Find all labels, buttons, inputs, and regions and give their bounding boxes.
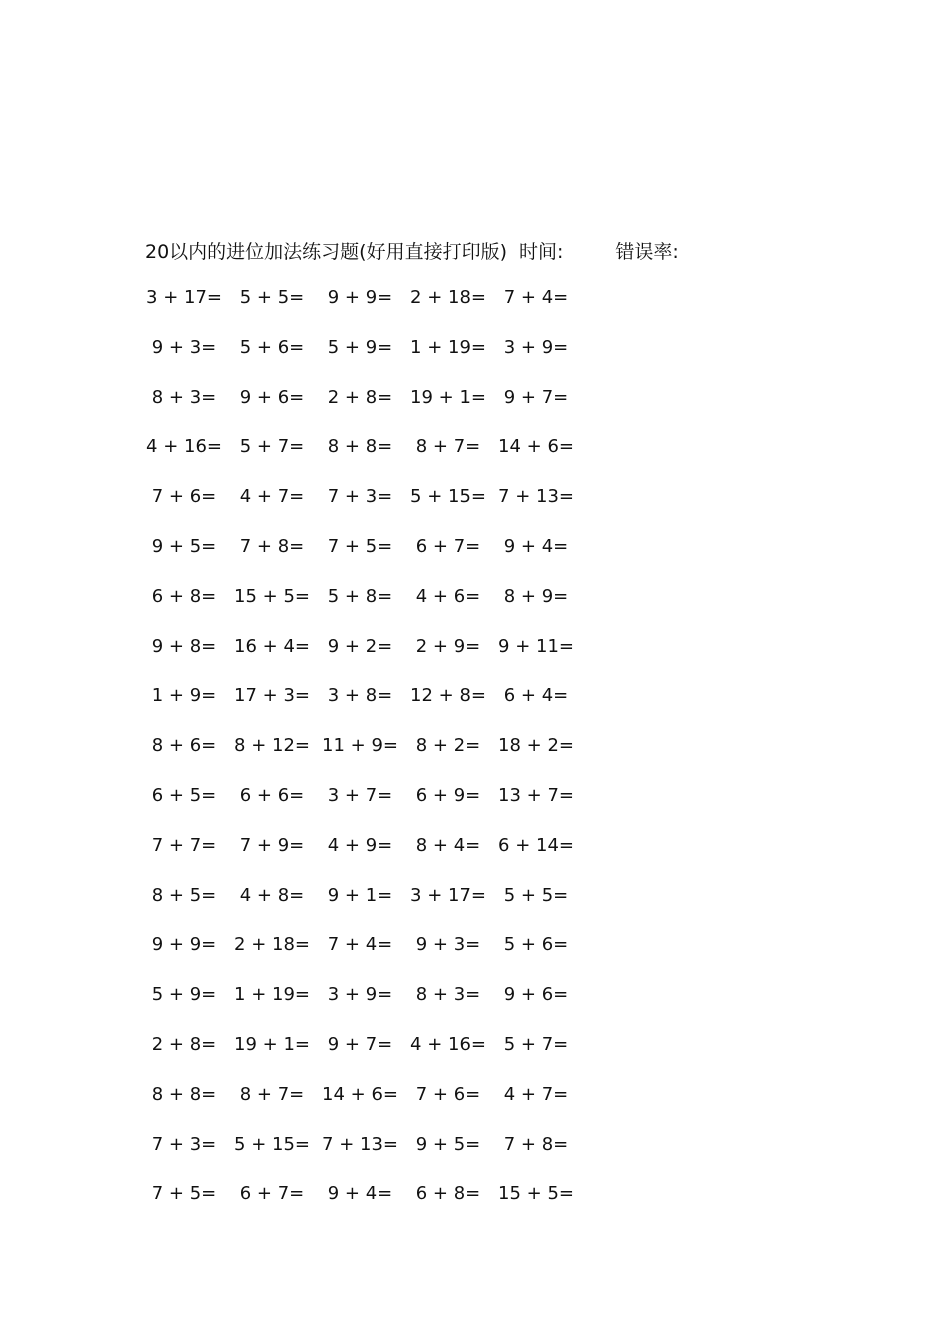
addition-problem: 9 + 7=: [327, 1033, 393, 1055]
addition-problem: 9 + 2=: [327, 635, 393, 657]
addition-problem: 7 + 13=: [322, 1133, 398, 1155]
addition-problem: 9 + 4=: [327, 1183, 393, 1205]
addition-problem: 7 + 9=: [239, 834, 305, 856]
addition-problem: 7 + 5=: [327, 535, 393, 557]
problem-row: [140, 286, 600, 336]
problem-row: [140, 585, 600, 635]
addition-problem: 18 + 2=: [498, 735, 574, 757]
addition-problem: 8 + 6=: [151, 735, 217, 757]
addition-problem: 3 + 8=: [327, 685, 393, 707]
addition-problem: 9 + 3=: [151, 336, 217, 358]
addition-problem: 7 + 3=: [327, 486, 393, 508]
problem-row: [140, 1182, 600, 1232]
addition-problem: 3 + 17=: [146, 287, 222, 308]
problem-row: [140, 635, 600, 685]
addition-problem: 1 + 19=: [410, 336, 486, 358]
addition-problem: 5 + 15=: [410, 486, 486, 508]
addition-problem: 17 + 3=: [234, 685, 310, 707]
addition-problem: 8 + 5=: [151, 884, 217, 906]
addition-problem: 11 + 9=: [322, 735, 398, 757]
addition-problem: 9 + 5=: [415, 1133, 481, 1155]
addition-problem: 7 + 6=: [151, 486, 217, 508]
time-label: 时间:: [519, 240, 564, 263]
addition-problem: 5 + 8=: [327, 585, 393, 607]
addition-problem: 7 + 4=: [327, 934, 393, 956]
addition-problem: 7 + 4=: [503, 287, 569, 308]
addition-problem: 6 + 14=: [498, 834, 574, 856]
addition-problem: 4 + 16=: [410, 1033, 486, 1055]
addition-problem: 1 + 9=: [151, 685, 217, 707]
problem-row: [140, 485, 600, 535]
addition-problem: 2 + 18=: [234, 934, 310, 956]
addition-problem: 2 + 8=: [151, 1033, 217, 1055]
addition-problem: 19 + 1=: [234, 1033, 310, 1055]
addition-problem: 8 + 4=: [415, 834, 481, 856]
addition-problem: 19 + 1=: [410, 386, 486, 408]
addition-problem: 14 + 6=: [322, 1083, 398, 1105]
addition-problem: 8 + 8=: [151, 1083, 217, 1105]
worksheet-title: 20以内的进位加法练习题(好用直接打印版): [145, 240, 508, 263]
addition-problem: 4 + 7=: [239, 486, 305, 508]
error-rate-label: 错误率:: [615, 240, 679, 263]
addition-problem: 7 + 13=: [498, 486, 574, 508]
addition-problem: 8 + 9=: [503, 585, 569, 607]
addition-problem: 6 + 4=: [503, 685, 569, 707]
addition-problem: 9 + 7=: [503, 386, 569, 408]
addition-problem: 8 + 2=: [415, 735, 481, 757]
addition-problem: 3 + 7=: [327, 784, 393, 806]
problem-row: [140, 535, 600, 585]
addition-problem: 13 + 7=: [498, 784, 574, 806]
addition-problem: 6 + 8=: [151, 585, 217, 607]
addition-problem: 2 + 9=: [415, 635, 481, 657]
problem-row: [140, 336, 600, 386]
addition-problem: 5 + 6=: [239, 336, 305, 358]
problem-row: [140, 435, 600, 485]
addition-problem: 12 + 8=: [410, 685, 486, 707]
addition-problem: 9 + 5=: [151, 535, 217, 557]
addition-problem: 9 + 6=: [503, 984, 569, 1006]
addition-problem: 9 + 9=: [327, 287, 393, 308]
addition-problem: 5 + 9=: [151, 984, 217, 1006]
addition-problem: 9 + 3=: [415, 934, 481, 956]
addition-problem: 16 + 4=: [234, 635, 310, 657]
addition-problem: 5 + 5=: [503, 884, 569, 906]
addition-problem: 7 + 7=: [151, 834, 217, 856]
problem-row: [140, 834, 600, 884]
addition-problem: 5 + 7=: [239, 436, 305, 458]
addition-problem: 8 + 8=: [327, 436, 393, 458]
addition-problem: 5 + 6=: [503, 934, 569, 956]
addition-problem: 4 + 9=: [327, 834, 393, 856]
addition-problem: 9 + 9=: [151, 934, 217, 956]
addition-problem: 6 + 6=: [239, 784, 305, 806]
addition-problem: 15 + 5=: [234, 585, 310, 607]
addition-problem: 9 + 1=: [327, 884, 393, 906]
addition-problem: 4 + 7=: [503, 1083, 569, 1105]
addition-problem: 5 + 15=: [234, 1133, 310, 1155]
addition-problem: 9 + 8=: [151, 635, 217, 657]
addition-problem: 15 + 5=: [498, 1183, 574, 1205]
addition-problem: 6 + 7=: [415, 535, 481, 557]
addition-problem: 6 + 8=: [415, 1183, 481, 1205]
worksheet-header: [145, 236, 679, 264]
addition-problem: 5 + 5=: [239, 287, 305, 308]
addition-problem: 7 + 5=: [151, 1183, 217, 1205]
addition-problem: 7 + 6=: [415, 1083, 481, 1105]
addition-problem: 7 + 3=: [151, 1133, 217, 1155]
addition-problem: 1 + 19=: [234, 984, 310, 1006]
addition-problem: 6 + 7=: [239, 1183, 305, 1205]
addition-problem: 7 + 8=: [503, 1133, 569, 1155]
addition-problem: 8 + 3=: [151, 386, 217, 408]
problem-row: [140, 884, 600, 934]
addition-problem: 5 + 7=: [503, 1033, 569, 1055]
problem-row: [140, 933, 600, 983]
addition-problem: 4 + 6=: [415, 585, 481, 607]
addition-problem: 3 + 9=: [327, 984, 393, 1006]
addition-problem: 8 + 12=: [234, 735, 310, 757]
addition-problem: 8 + 7=: [415, 436, 481, 458]
addition-problem: 2 + 8=: [327, 386, 393, 408]
problem-grid: [140, 286, 600, 1232]
problem-row: [140, 1033, 600, 1083]
addition-problem: 9 + 4=: [503, 535, 569, 557]
addition-problem: 8 + 7=: [239, 1083, 305, 1105]
problem-row: [140, 734, 600, 784]
addition-problem: 9 + 6=: [239, 386, 305, 408]
problem-row: [140, 784, 600, 834]
addition-problem: 2 + 18=: [410, 287, 486, 308]
problem-row: [140, 983, 600, 1033]
addition-problem: 14 + 6=: [498, 436, 574, 458]
addition-problem: 4 + 8=: [239, 884, 305, 906]
problem-row: [140, 1133, 600, 1183]
addition-problem: 5 + 9=: [327, 336, 393, 358]
addition-problem: 3 + 9=: [503, 336, 569, 358]
problem-row: [140, 684, 600, 734]
problem-row: [140, 1083, 600, 1133]
addition-problem: 4 + 16=: [146, 436, 222, 458]
problem-row: [140, 386, 600, 436]
addition-problem: 8 + 3=: [415, 984, 481, 1006]
addition-problem: 7 + 8=: [239, 535, 305, 557]
addition-problem: 9 + 11=: [498, 635, 574, 657]
addition-problem: 6 + 9=: [415, 784, 481, 806]
addition-problem: 3 + 17=: [410, 884, 486, 906]
addition-problem: 6 + 5=: [151, 784, 217, 806]
